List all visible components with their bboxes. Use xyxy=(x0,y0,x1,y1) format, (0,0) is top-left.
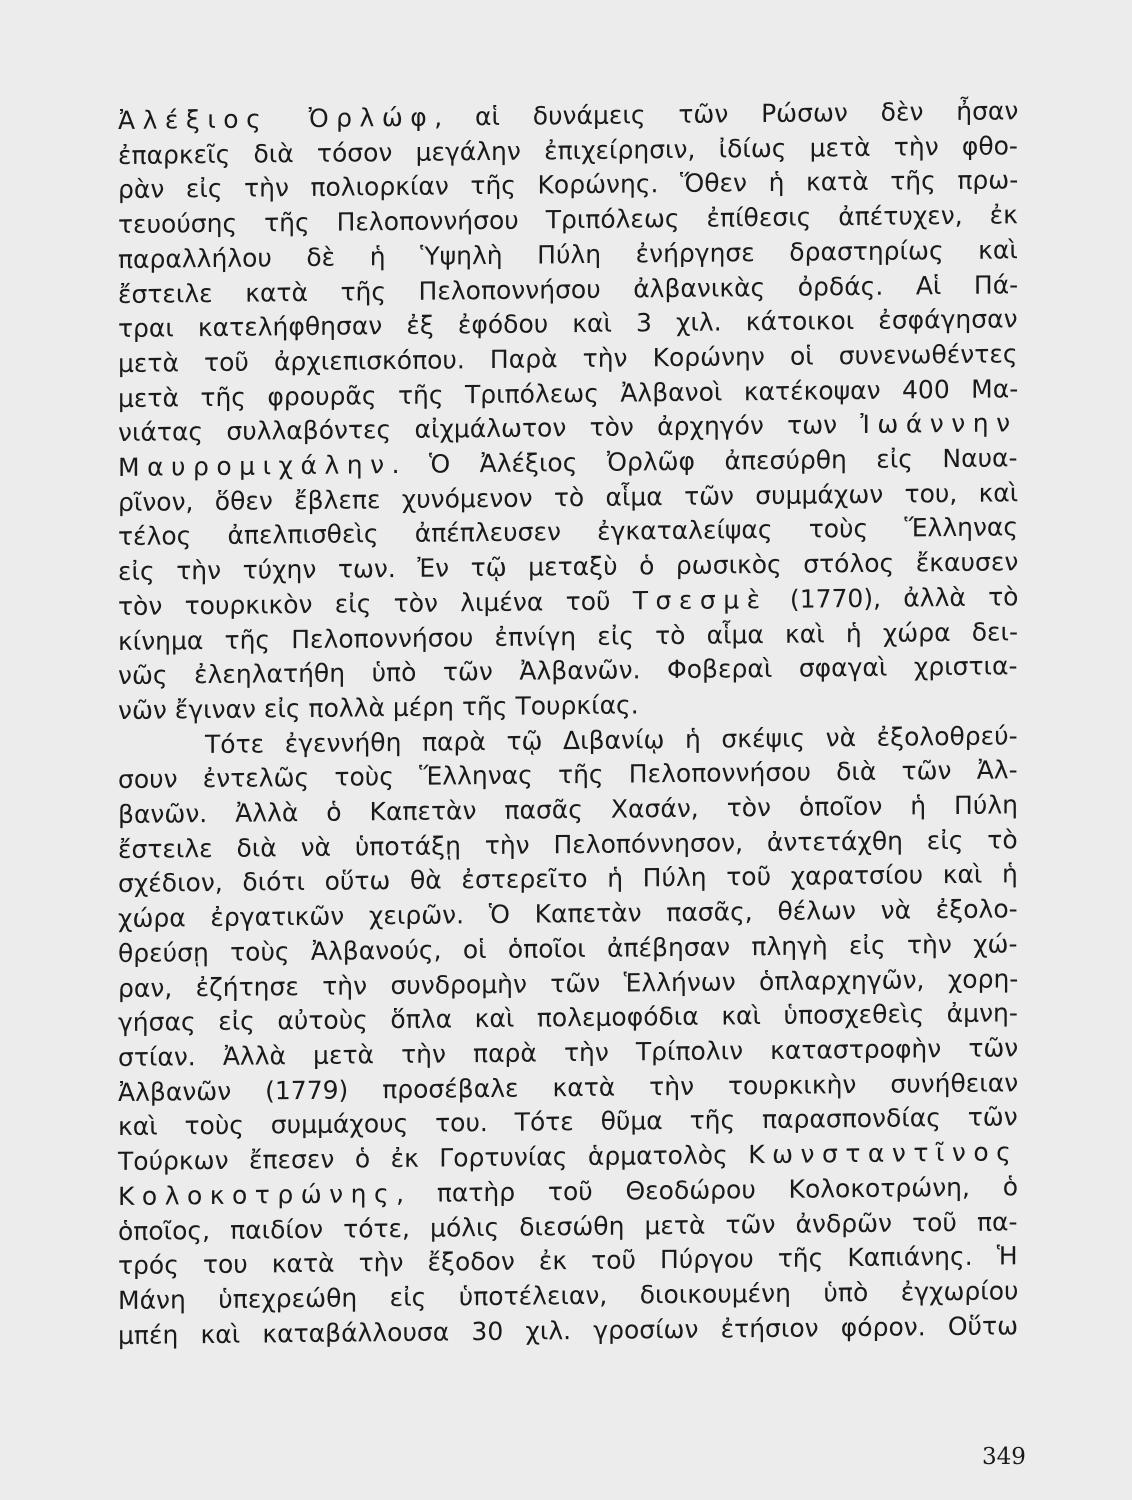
line-segment: (1770), ἀλλὰ τὸ xyxy=(767,582,1019,614)
line-segment: νιάτας συλλαβόντες αἰχμάλωτον τὸν ἀρχηγόν των xyxy=(118,410,861,448)
text-line: θρεύσῃ τοὺς Ἀλβανούς, οἱ ὁποῖοι ἀπέβησαν πληγὴ εἰς τὴν χώ- xyxy=(118,929,1018,968)
emphasized-name: Μαυρομιχάλην xyxy=(118,450,392,483)
text-line: μπέη καὶ καταβάλλουσα 30 χιλ. γροσίων ἐτήσιον φόρον. Οὕτω xyxy=(118,1310,1018,1350)
text-line: στίαν. Ἀλλὰ μετὰ τὴν παρὰ τὴν Τρίπολιν καταστροφὴν τῶν xyxy=(118,1033,1019,1072)
text-line: ὁποῖος, παιδίον τότε, μόλις διεσώθη μετὰ τῶν ἀνδρῶν τοῦ πα- xyxy=(118,1206,1018,1246)
emphasized-name: Ἰωάννην xyxy=(860,408,1018,440)
emphasized-name: Ἀλέξιος Ὀρλώφ xyxy=(118,102,435,135)
text-line: βανῶν. Ἀλλὰ ὁ Καπετὰν πασᾶς Χασάν, τὸν ὁποῖον ἡ Πύλη xyxy=(118,790,1018,830)
text-line: ραν, ἐζήτησε τὴν συνδρομὴν τῶν Ἑλλήνων ὁπλαρχηγῶν, χορη- xyxy=(118,963,1019,1003)
text-line: ἔστειλε διὰ νὰ ὑποτάξῃ τὴν Πελοπόννησον, ἀντετάχθη εἰς τὸ xyxy=(118,825,1018,864)
text-line: ρὰν εἰς τὴν πολιορκίαν τῆς Κορώνης. Ὅθεν ἡ κατὰ τῆς πρω- xyxy=(118,165,1019,205)
text-line: ἐπαρκεῖς διὰ τόσον μεγάλην ἐπιχείρησιν, ἰδίως μετὰ τὴν φθο- xyxy=(118,130,1018,170)
line-segment: Τούρκων ἔπεσεν ὁ ἐκ Γορτυνίας ἁρματολὸς xyxy=(118,1140,749,1177)
text-line: σουν ἐντελῶς τοὺς Ἕλληνας τῆς Πελοποννήσου διὰ τῶν Ἀλ- xyxy=(118,755,1018,795)
page-number: 349 xyxy=(982,1444,1026,1470)
body-text xyxy=(118,94,1018,1353)
line-segment: . Ὁ Ἀλέξιος Ὀρλῶφ ἀπεσύρθη εἰς Ναυα- xyxy=(391,443,1018,480)
text-line: Τότε ἐγεννήθη παρὰ τῷ Διβανίῳ ἡ σκέψις νὰ ἐξολοθρεύ- xyxy=(205,720,1018,759)
text-line: τευούσης τῆς Πελοποννήσου Τριπόλεως ἐπίθεσις ἀπέτυχεν, ἐκ xyxy=(118,200,1018,240)
text-line: γήσας εἰς αὐτοὺς ὅπλα καὶ πολεμοφόδια καὶ ὑποσχεθεὶς ἀμνη- xyxy=(118,998,1018,1038)
line-segment: , πατὴρ τοῦ Θεοδώρου Κολοκοτρώνη, ὁ xyxy=(396,1172,1019,1208)
text-line: τρός του κατὰ τὴν ἔξοδον ἐκ τοῦ Πύργου τῆς Καπιάνης. Ἡ xyxy=(118,1241,1018,1281)
text-line: νῶν ἔγιναν εἰς πολλὰ μέρη τῆς Τουρκίας. xyxy=(118,690,639,725)
paragraph xyxy=(118,94,1018,728)
line-segment: τὸν τουρκικὸν εἰς τὸν λιμένα τοῦ xyxy=(118,586,633,621)
text-line: Μάνη ὑπεχρεώθη εἰς ὑποτέλειαν, διοικουμένη ὑπὸ ἐγχωρίου xyxy=(118,1276,1019,1315)
text-line: παραλλήλου δὲ ἡ Ὑψηλὴ Πύλη ἐνήργησε δραστηρίως καὶ xyxy=(118,235,1018,274)
text-line: νῶς ἐλεηλατήθη ὑπὸ τῶν Ἀλβανῶν. Φοβεραὶ σφαγαὶ χριστια- xyxy=(118,651,1018,691)
text-line: καὶ τοὺς συμμάχους του. Τότε θῦμα τῆς παρασπονδίας τῶν xyxy=(118,1102,1018,1142)
text-line: μετὰ τῆς φρουρᾶς τῆς Τριπόλεως Ἀλβανοὶ κατέκοψαν 400 Μα- xyxy=(118,373,1019,413)
text-line: σχέδιον, διότι οὕτω θὰ ἐστερεῖτο ἡ Πύλη τοῦ χαρατσίου καὶ ἡ xyxy=(118,859,1018,899)
paragraph xyxy=(118,719,1018,1353)
text-line: τραι κατελήφθησαν ἐξ ἐφόδου καὶ 3 χιλ. κάτοικοι ἐσφάγησαν xyxy=(118,304,1018,344)
line-segment: , αἱ δυνάμεις τῶν Ρώσων δὲν ἦσαν xyxy=(434,96,1019,132)
text-line: ἔστειλε κατὰ τῆς Πελοποννήσου ἀλβανικὰς ὀρδάς. Αἱ Πά- xyxy=(118,269,1019,309)
text-line: μετὰ τοῦ ἀρχιεπισκόπου. Παρὰ τὴν Κορώνην οἱ συνενωθέντες xyxy=(118,339,1018,378)
text-line: κίνημα τῆς Πελοποννήσου ἐπνίγη εἰς τὸ αἷμα καὶ ἡ χώρα δει- xyxy=(118,616,1019,656)
text-line: τέλος ἀπελπισθεὶς ἀπέπλευσεν ἐγκαταλείψας τοὺς Ἕλληνας xyxy=(118,512,1019,552)
text-line: εἰς τὴν τύχην των. Ἐν τῷ μεταξὺ ὁ ρωσικὸς στόλος ἔκαυσεν xyxy=(118,547,1019,587)
emphasized-name: Κολοκοτρώνης xyxy=(118,1178,397,1211)
text-line: χώρα ἐργατικῶν χειρῶν. Ὁ Καπετὰν πασᾶς, θέλων νὰ ἐξολο- xyxy=(118,894,1018,934)
text-line: ρῖνον, ὅθεν ἔβλεπε χυνόμενον τὸ αἷμα τῶν συμμάχων του, καὶ xyxy=(118,477,1019,517)
text-line: Ἀλβανῶν (1779) προσέβαλε κατὰ τὴν τουρκικὴν συνήθειαν xyxy=(118,1067,1019,1107)
emphasized-name: Κωνσταντῖνος xyxy=(748,1137,1019,1170)
emphasized-name: Τσεσμὲ xyxy=(632,584,768,616)
